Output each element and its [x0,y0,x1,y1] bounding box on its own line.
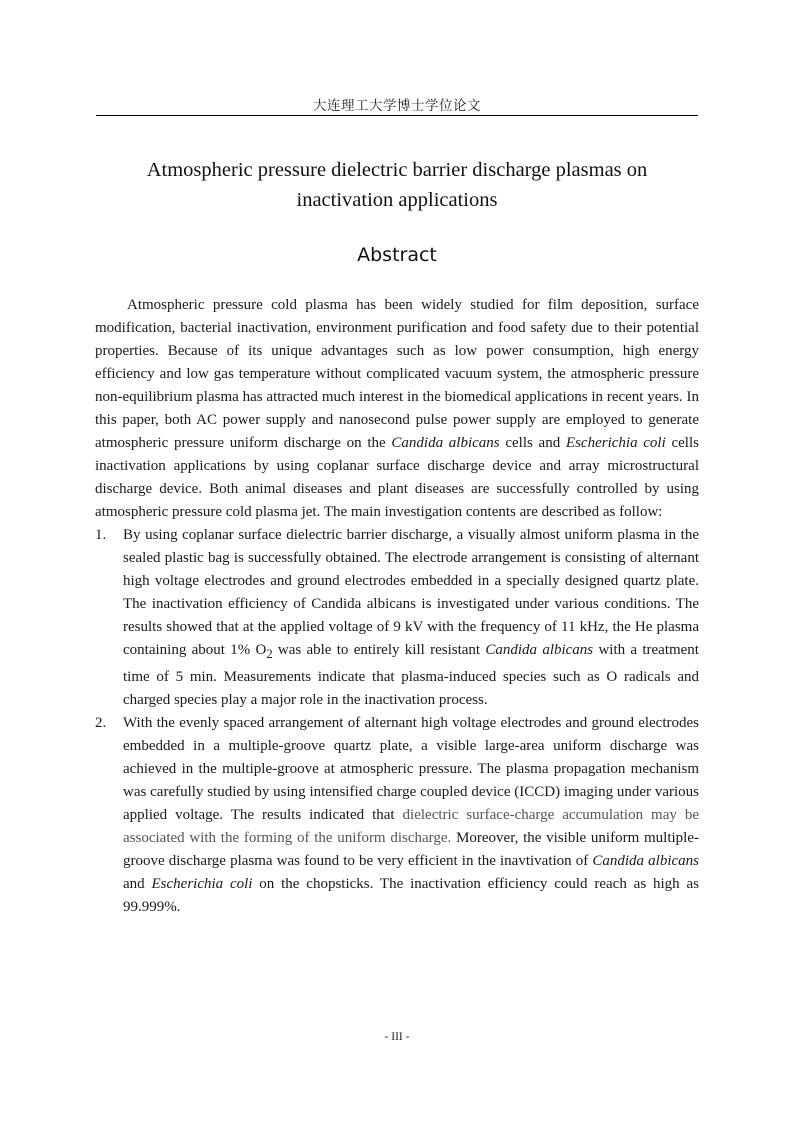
list-item [95,524,699,712]
list-item-number: 2. [95,715,107,731]
paper-title-line-1: Atmospheric pressure dielectric barrier discharge plasmas on [146,159,648,181]
paper-title [96,155,698,215]
paper-title-line-2: inactivation applications [296,189,498,211]
species-name: Escherichia coli [565,435,666,451]
highlighted-text: dielectric surface-charge accumulation may be associated with the forming of the uniform discharge. [123,807,699,846]
text-run: Atmospheric pressure cold plasma has been widely studied for film deposition, surface modification, bacterial inactivation, environment purification and food safety due to their potential properties. Because of its unique advantages such as low power consumption, high energy efficiency and low gas temperature without complicated vacuum system, the atmospheric pressure non-equilibrium plasma has attracted much interest in the biomedical applications in recent years. In this paper, both AC power supply and nanosecond pulse power supply are employed to generate atmospheric pressure uniform discharge on the [95,297,699,451]
text-run: was able to entirely kill resistant [272,642,486,658]
species-name: Candida albicans [592,853,699,869]
text-run: cells and [499,435,566,451]
species-name: Escherichia coli [151,876,253,892]
text-run: and [123,876,152,892]
text-run: Moreover, the visible uniform multiple-groove discharge plasma was found to be very efficient in the inavtivation of [123,830,699,869]
list-item-number: 1. [95,527,107,543]
list-item [95,712,699,919]
abstract-intro-paragraph [95,294,699,524]
subscript: 2 [266,647,273,661]
text-run: on the chopsticks. The inactivation efficiency could reach as high as 99.999%. [123,876,699,915]
page-number: - III - [384,1031,410,1043]
running-header: 大连理工大学博士学位论文 [313,98,481,114]
header-rule [96,115,698,116]
species-name: Candida albicans [391,435,500,451]
text-run: By using coplanar surface dielectric barrier discharge, a visually almost uniform plasma in the sealed plastic bag is successfully obtained. The electrode arrangement is consisting of alternant high voltage electrodes and ground electrodes embedded in a specially designed quartz plate. The inactivation efficiency of Candida albicans is investigated under various conditions. The results showed that at the applied voltage of 9 kV with the frequency of 11 kHz, the He plasma containing about 1% O [123,527,699,658]
findings-list [95,524,699,919]
text-run: With the evenly spaced arrangement of alternant high voltage electrodes and ground electrodes embedded in a multiple-groove quartz plate, a visible large-area uniform discharge was achieved in the multiple-groove at atmospheric pressure. The plasma propagation mechanism was carefully studied by using intensified charge coupled device (ICCD) imaging under various applied voltage. The results indicated that [123,715,699,823]
text-run: cells inactivation applications by using coplanar surface discharge device and array microstructural discharge device. Both animal diseases and plant diseases are successfully controlled by using atmospheric pressure cold plasma jet. The main investigation contents are described as follow: [95,435,699,520]
text-run: with a treatment time of 5 min. Measurements indicate that plasma-induced species such as O radicals and charged species play a major role in the inactivation process. [123,642,699,708]
species-name: Candida albicans [485,642,594,658]
abstract-body [95,294,699,919]
abstract-heading: Abstract [357,244,437,266]
